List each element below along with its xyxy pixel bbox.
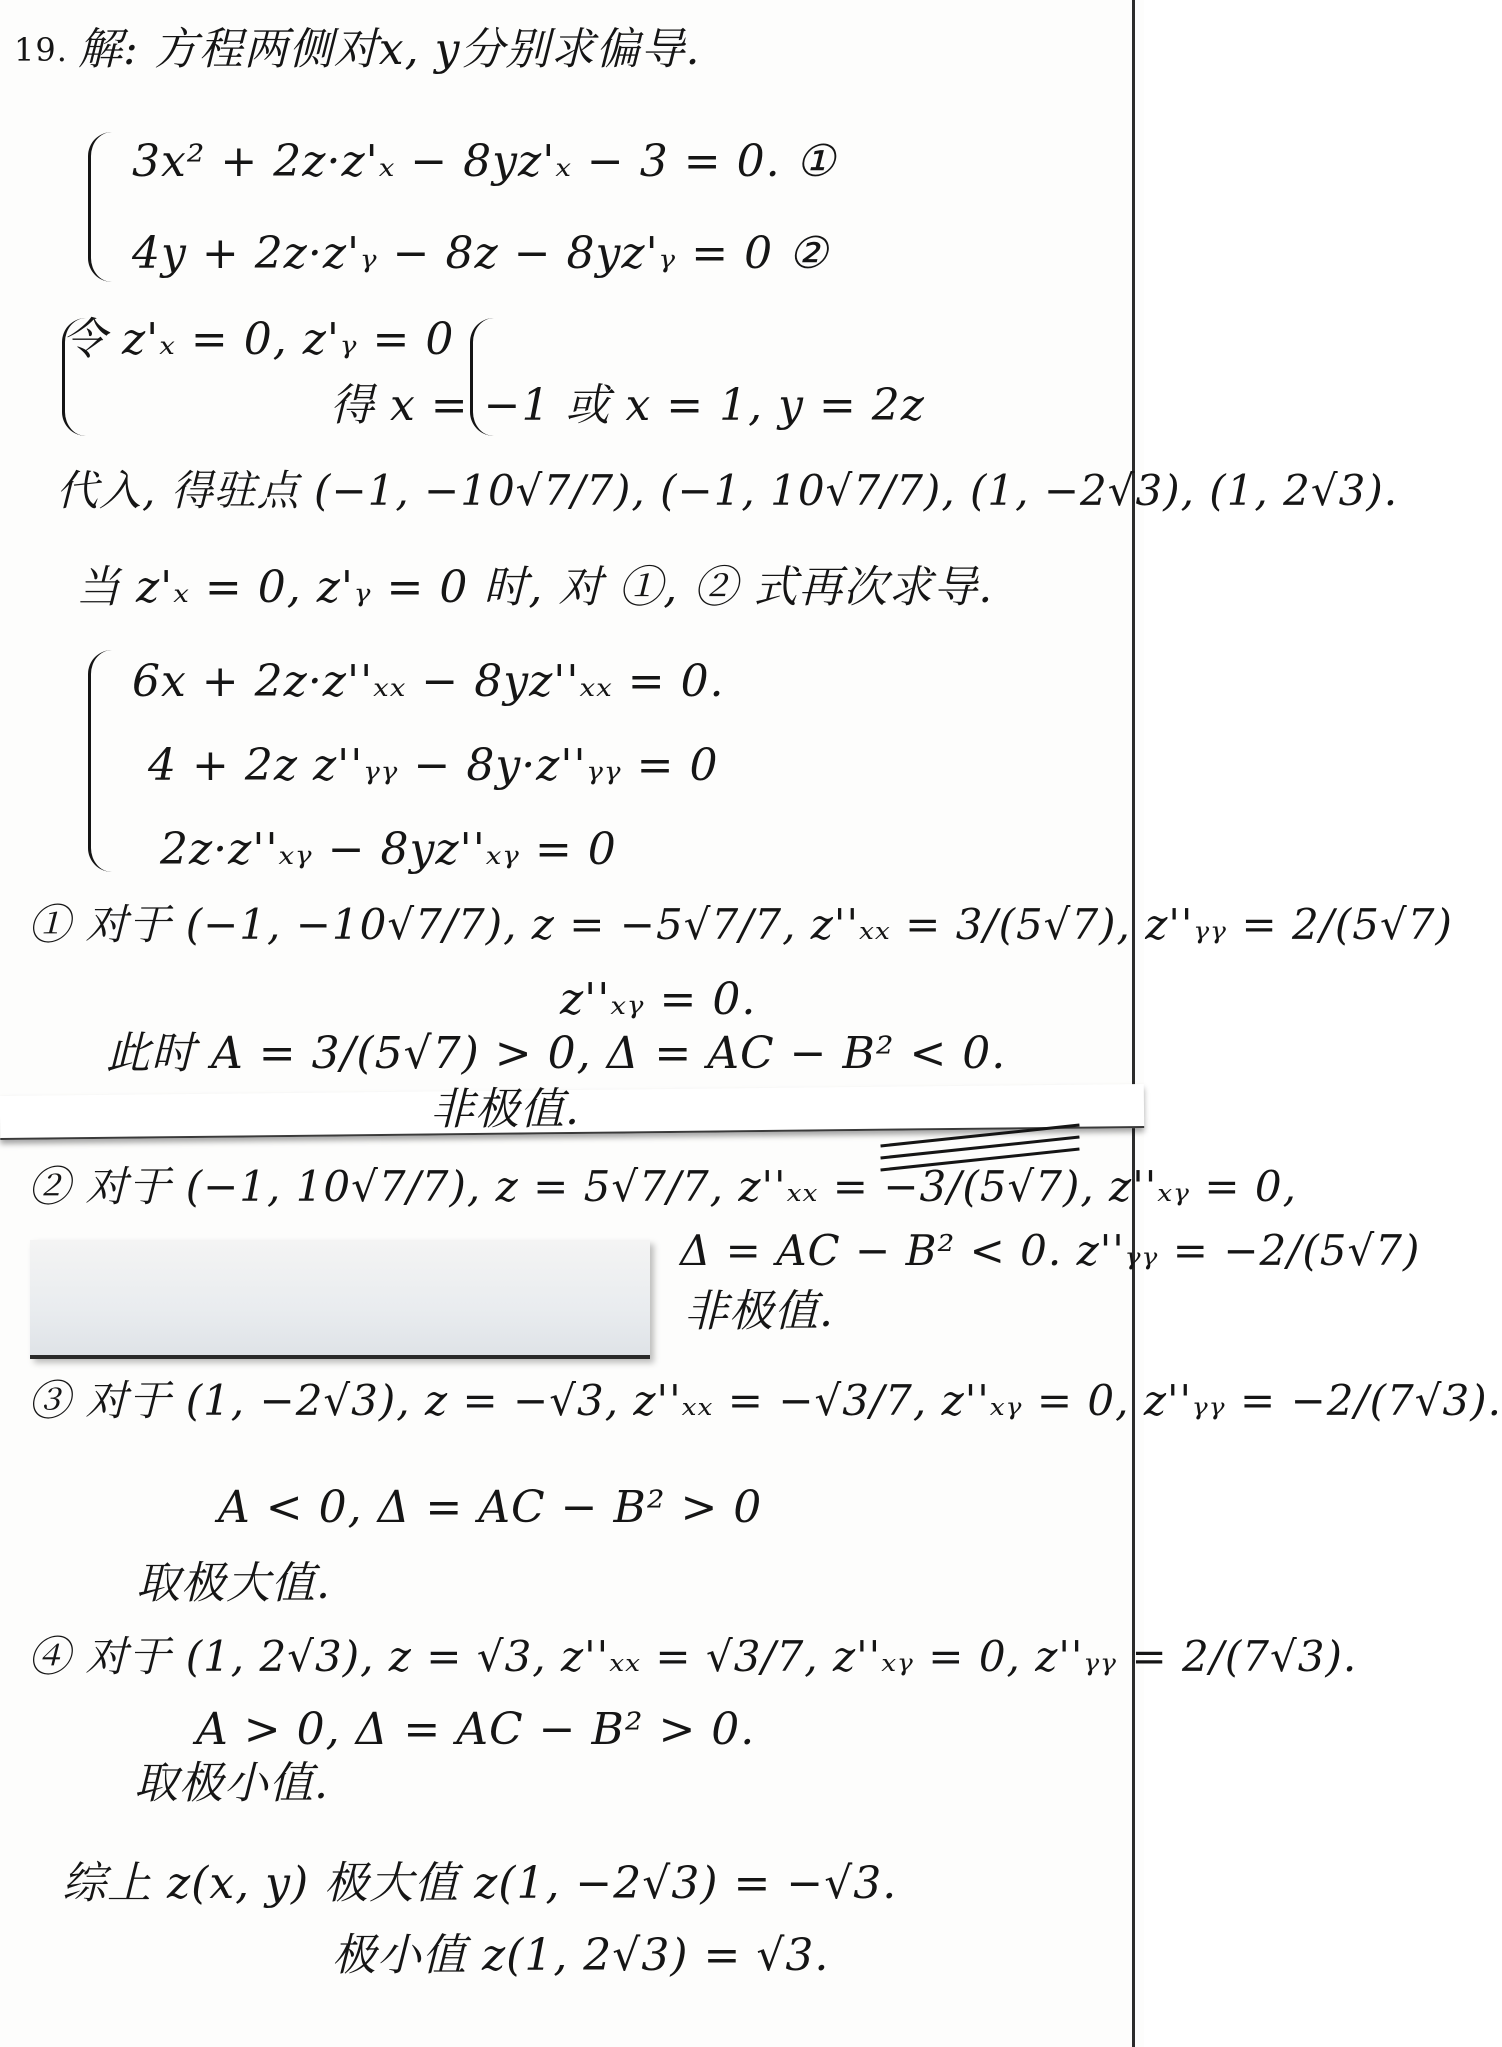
problem-number: 19. <box>14 31 68 69</box>
stationary-solution: 得 x = −1 或 x = 1, y = 2z <box>330 380 925 431</box>
case-4-test: A > 0, Δ = AC − B² > 0. <box>196 1704 756 1755</box>
case-1-values: ① 对于 (−1, −10√7/7), z = −5√7/7, z''ₓₓ = 3/(5√7), z''ᵧᵧ = 2/(5√7) <box>28 900 1453 949</box>
solution-intro: 解: 方程两侧对x, y分别求偏导. <box>78 24 701 75</box>
case-2-values: ② 对于 (−1, 10√7/7), z = 5√7/7, z''ₓₓ = −3/(5√7), z''ₓᵧ = 0, <box>28 1162 1297 1211</box>
stationary-condition: 令 z'ₓ = 0, z'ᵧ = 0 <box>62 314 455 365</box>
case-4-conclusion: 取极小值. <box>134 1758 329 1809</box>
summary-maximum: 综上 z(x, y) 极大值 z(1, −2√3) = −√3. <box>62 1858 898 1909</box>
stationary-points: 代入, 得驻点 (−1, −10√7/7), (−1, 10√7/7), (1, −2√3), (1, 2√3). <box>56 466 1399 515</box>
case-3-values: ③ 对于 (1, −2√3), z = −√3, z''ₓₓ = −√3/7, z''ₓᵧ = 0, z''ᵧᵧ = −2/(7√3). <box>28 1376 1502 1425</box>
second-derivative-intro: 当 z'ₓ = 0, z'ᵧ = 0 时, 对 ①, ② 式再次求导. <box>76 562 994 613</box>
case-3-test: A < 0, Δ = AC − B² > 0 <box>218 1482 763 1533</box>
second-equation-yy: 4 + 2z z''ᵧᵧ − 8y·z''ᵧᵧ = 0 <box>148 740 719 791</box>
case-1-zxy: z''ₓᵧ = 0. <box>560 974 757 1025</box>
second-equation-xy: 2z·z''ₓᵧ − 8yz''ₓᵧ = 0 <box>160 824 617 875</box>
case-3-conclusion: 取极大值. <box>136 1558 331 1609</box>
case-1-test: 此时 A = 3/(5√7) > 0, Δ = AC − B² < 0. <box>106 1028 1007 1079</box>
case-2-test: Δ = AC − B² < 0. z''ᵧᵧ = −2/(5√7) <box>680 1226 1421 1275</box>
crossed-out-scribble <box>880 1128 1080 1178</box>
second-equation-xx: 6x + 2z·z''ₓₓ − 8yz''ₓₓ = 0. <box>132 656 725 707</box>
case-4-values: ④ 对于 (1, 2√3), z = √3, z''ₓₓ = √3/7, z''ₓᵧ = 0, z''ᵧᵧ = 2/(7√3). <box>28 1632 1358 1681</box>
system-brace-second-derivatives <box>88 650 113 872</box>
case-2-conclusion: 非极值. <box>684 1286 834 1337</box>
case-1-conclusion: 非极值. <box>430 1084 580 1135</box>
equation-2: 4y + 2z·z'ᵧ − 8z − 8yz'ᵧ = 0 ② <box>132 228 829 279</box>
system-brace-first-derivatives <box>88 132 113 282</box>
page-margin-line <box>1132 0 1135 2047</box>
summary-minimum: 极小值 z(1, 2√3) = √3. <box>332 1930 830 1981</box>
torn-paper-patch <box>30 1240 650 1359</box>
equation-1: 3x² + 2z·z'ₓ − 8yz'ₓ − 3 = 0. ① <box>132 136 837 187</box>
